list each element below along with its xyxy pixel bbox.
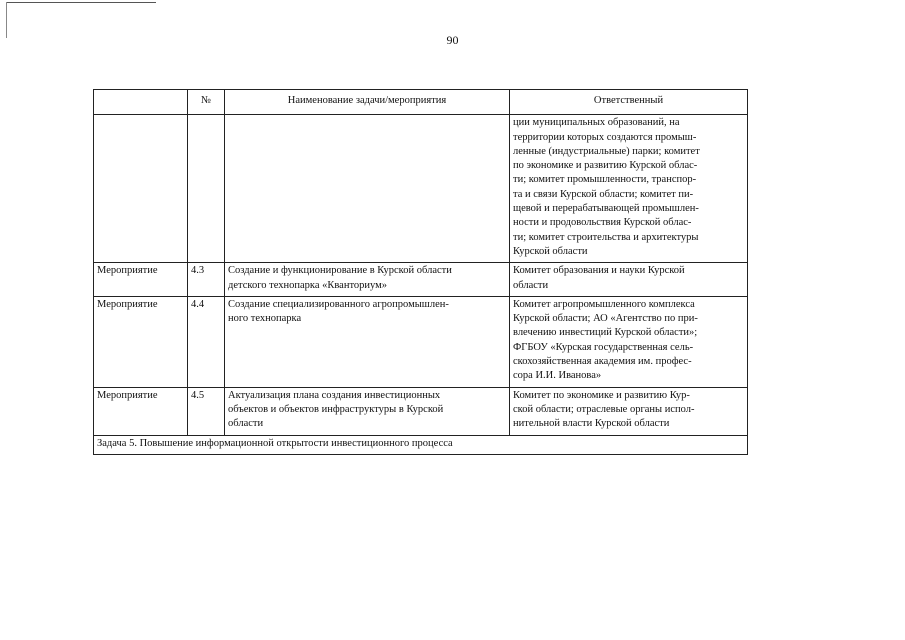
- cell-type: Мероприятие: [94, 387, 188, 435]
- task-heading: Задача 5. Повышение информационной открытости инвестиционного процесса: [94, 435, 748, 454]
- cell-responsible: Комитет по экономике и развитию Кур- ской области; отраслевые органы испол- нительной власти Курской области: [510, 387, 748, 435]
- cell-type: Мероприятие: [94, 296, 188, 387]
- task-row: [94, 435, 748, 454]
- cell-responsible: Комитет образования и науки Курской области: [510, 263, 748, 297]
- table-row: [94, 263, 748, 297]
- header-responsible: Ответственный: [510, 90, 748, 115]
- cell-num: 4.3: [188, 263, 225, 297]
- cell-name: Создание специализированного агропромышлен- ного технопарка: [225, 296, 510, 387]
- cell-responsible: ции муниципальных образований, на территории которых создаются промыш- ленные (индустриальные) парки; комитет по экономике и развитию Курской облас- ти; комитет промышленности, транспор- та и связи Курской области; комитет пи- щевой и перерабатывающей промышлен- ности и продовольствия Курской облас- ти; комитет строительства и архитектуры Курской области: [510, 115, 748, 263]
- scan-edge-line: [6, 2, 156, 3]
- cell-name: Создание и функционирование в Курской области детского технопарка «Кванториум»: [225, 263, 510, 297]
- table-header-row: [94, 90, 748, 115]
- table-row: [94, 387, 748, 435]
- cell-name: [225, 115, 510, 263]
- measures-table: [93, 89, 748, 455]
- cell-name: Актуализация плана создания инвестиционных объектов и объектов инфраструктуры в Курской области: [225, 387, 510, 435]
- header-number: №: [188, 90, 225, 115]
- header-type: [94, 90, 188, 115]
- table-row-continued: [94, 115, 748, 263]
- cell-num: 4.4: [188, 296, 225, 387]
- cell-type: [94, 115, 188, 263]
- page-number: 90: [446, 33, 459, 47]
- header-name: Наименование задачи/мероприятия: [225, 90, 510, 115]
- cell-responsible: Комитет агропромышленного комплекса Курской области; АО «Агентство по при- влечению инвестиций Курской области»; ФГБОУ «Курская государственная сель- скохозяйственная академия им. профес- сора И.И. Иванова»: [510, 296, 748, 387]
- table-row: [94, 296, 748, 387]
- cell-num: 4.5: [188, 387, 225, 435]
- cell-num: [188, 115, 225, 263]
- cell-type: Мероприятие: [94, 263, 188, 297]
